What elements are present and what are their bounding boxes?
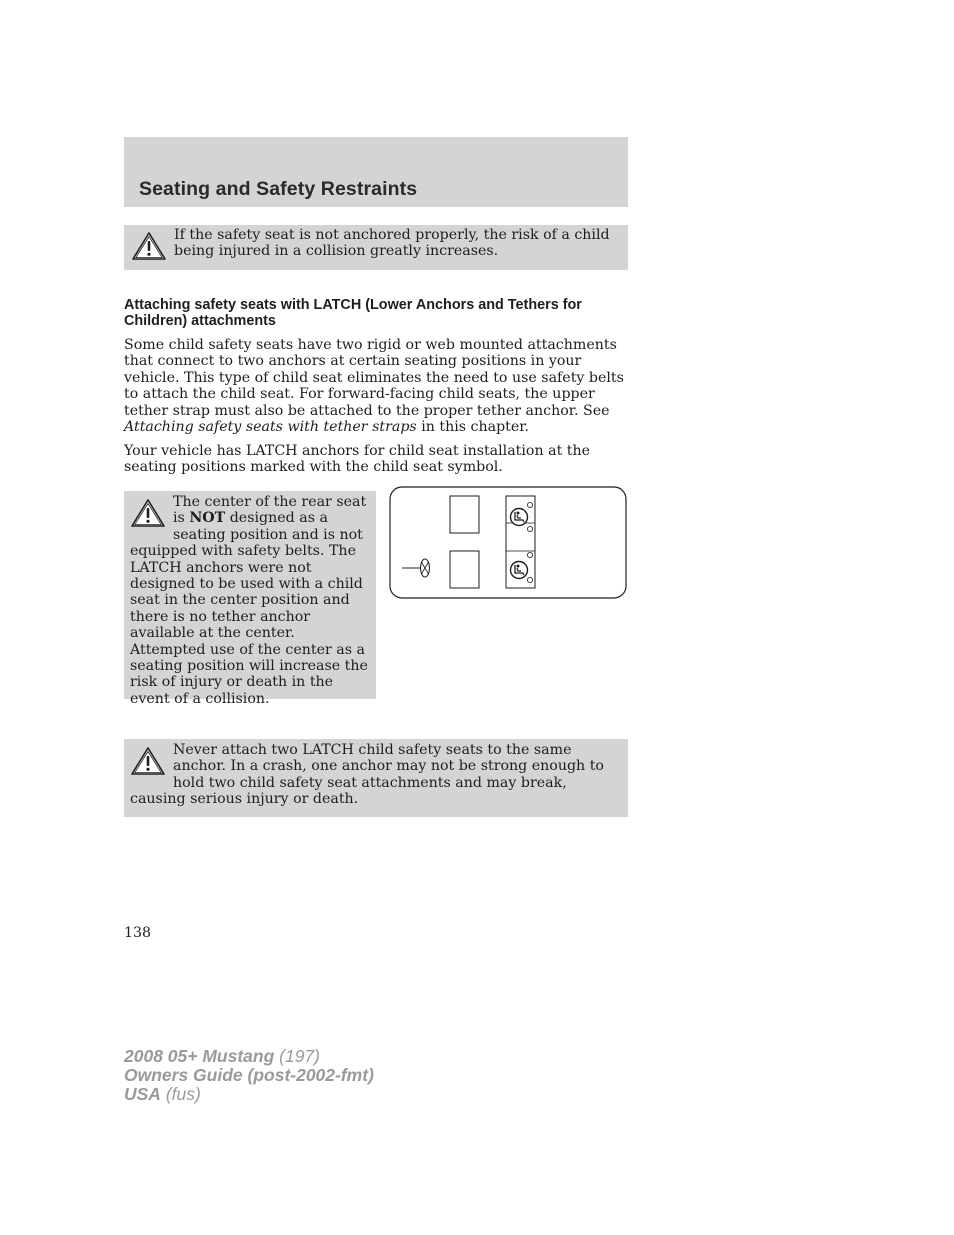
- chapter-header: [124, 137, 628, 207]
- warning-box-shared-anchor: [124, 739, 628, 817]
- warning-text-part: The center of the rear seat is: [173, 494, 367, 527]
- latch-description-paragraph: [124, 337, 628, 435]
- footer-model: 2008 05+ Mustang: [124, 1046, 275, 1066]
- warning-text-part: designed as a seating position and is not equipped with safety belts. The LATCH anchors were not designed to be used with a child seat in the center position and there is no tether anchor available at the center. Attempted use of the center as a seating position will increase the risk of injury or death in the event of a collision.: [130, 510, 368, 707]
- latch-seat-diagram: [389, 486, 627, 599]
- page-number: 138: [124, 925, 152, 941]
- child-seat-icon: [511, 562, 528, 579]
- chapter-title: Seating and Safety Restraints: [139, 178, 418, 200]
- para1-text-end: in this chapter.: [416, 419, 530, 436]
- front-seat-right: [450, 496, 479, 533]
- front-seat-left: [450, 551, 479, 588]
- warning-text: Never attach two LATCH child safety seats to the same anchor. In a crash, one anchor may not be strong enough to hold two child safety seat attachments and may break, causing serious injury or death.: [130, 742, 604, 808]
- footer-line-2: [124, 1066, 374, 1085]
- document-footer: [124, 1047, 374, 1104]
- warning-box-anchoring: [124, 225, 628, 270]
- warning-triangle-icon: [131, 231, 167, 261]
- footer-model-code: (197): [274, 1046, 320, 1066]
- warning-emphasis: NOT: [189, 510, 226, 527]
- para1-text: Some child safety seats have two rigid or web mounted attachments that connect to two anchors at certain seating positions in your vehicle. This type of child seat eliminates the need to use safety belts to attach the child seat. For forward-facing child seats, the upper tether strap must also be attached to the proper tether anchor. See: [124, 337, 624, 419]
- footer-guide: Owners Guide (post-2002-fmt): [124, 1065, 374, 1085]
- footer-market-code: (fus): [160, 1084, 201, 1104]
- footer-market: USA: [124, 1084, 161, 1104]
- warning-triangle-icon: [130, 498, 166, 528]
- warning-text: If the safety seat is not anchored properly, the risk of a child being injured in a collision greatly increases.: [174, 227, 610, 260]
- child-seat-icon: [511, 509, 528, 526]
- footer-line-1: [124, 1047, 374, 1066]
- warning-triangle-icon: [130, 746, 166, 776]
- cross-reference: Attaching safety seats with tether straps: [124, 419, 417, 436]
- footer-line-3: [124, 1085, 374, 1104]
- section-heading: Attaching safety seats with LATCH (Lower Anchors and Tethers for Children) attachments: [124, 297, 582, 330]
- warning-box-center-seat: [124, 491, 376, 707]
- latch-positions-paragraph: Your vehicle has LATCH anchors for child seat installation at the seating positions marked with the child seat symbol.: [124, 443, 591, 476]
